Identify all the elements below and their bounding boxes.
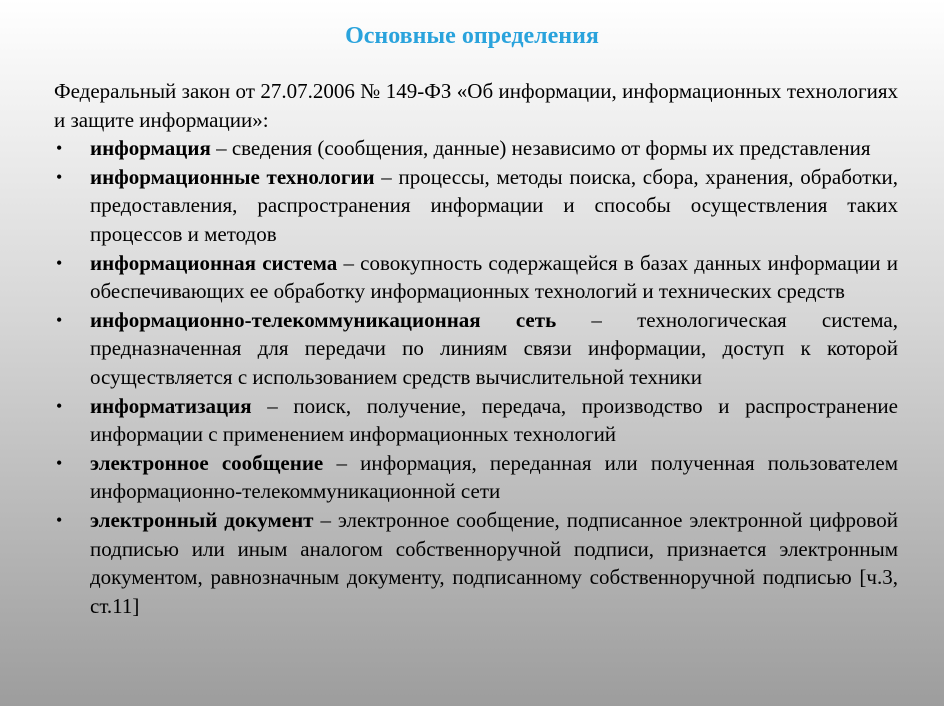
law-reference: Федеральный закон от 27.07.2006 № 149-ФЗ «Об информации, информационных технологиях и защите информации»: bbox=[54, 79, 898, 132]
definition-text: – технологическая система, предназначенная для передачи по линиям связи информации, доступ к которой осуществляется с использованием средств вычислительной техники bbox=[90, 307, 898, 389]
bullet-icon: • bbox=[56, 252, 63, 273]
definition-term: информационная система bbox=[90, 250, 338, 275]
definition-term: электронный документ bbox=[90, 507, 314, 532]
definition-term: информация bbox=[90, 136, 211, 161]
definition-item bbox=[54, 506, 898, 620]
definition-text: – электронное сообщение, подписанное электронной цифровой подписью или иным аналогом собственноручной подписи, признается электронным документом, равнозначным документу, подписанному собственноручной подписью [ч.3, ст.11] bbox=[90, 507, 898, 618]
definitions-list bbox=[54, 134, 898, 620]
definition-text: – процессы, методы поиска, сбора, хранения, обработки, предоставления, распространения информации и способы осуществления таких процессов и методов bbox=[90, 164, 899, 246]
definition-item bbox=[54, 134, 898, 163]
bullet-icon: • bbox=[56, 138, 63, 159]
definition-item bbox=[54, 392, 898, 449]
definition-term: информационные технологии bbox=[90, 164, 375, 189]
bullet-icon: • bbox=[56, 509, 63, 530]
slide-title: Основные определения bbox=[345, 23, 599, 49]
definition-item bbox=[54, 163, 898, 249]
definition-term: электронное сообщение bbox=[90, 450, 324, 475]
definition-text: – информация, переданная или полученная пользователем информационно-телекоммуникационной сети bbox=[90, 450, 898, 504]
slide-content bbox=[54, 77, 898, 620]
definition-text: – совокупность содержащейся в базах данных информации и обеспечивающих ее обработку информационных технологий и технических средств bbox=[90, 250, 898, 304]
bullet-icon: • bbox=[56, 452, 63, 473]
definition-item bbox=[54, 449, 898, 506]
definition-item bbox=[54, 249, 898, 306]
definition-term: информатизация bbox=[90, 393, 252, 418]
bullet-icon: • bbox=[56, 309, 63, 330]
definition-text: – поиск, получение, передача, производство и распространение информации с применением информационных технологий bbox=[90, 393, 898, 447]
bullet-icon: • bbox=[56, 395, 63, 416]
definition-term: информационно-телекоммуникационная сеть bbox=[90, 307, 557, 332]
definition-item bbox=[54, 306, 898, 392]
definition-text: – сведения (сообщения, данные) независимо от формы их представления bbox=[210, 136, 871, 161]
bullet-icon: • bbox=[56, 166, 63, 187]
